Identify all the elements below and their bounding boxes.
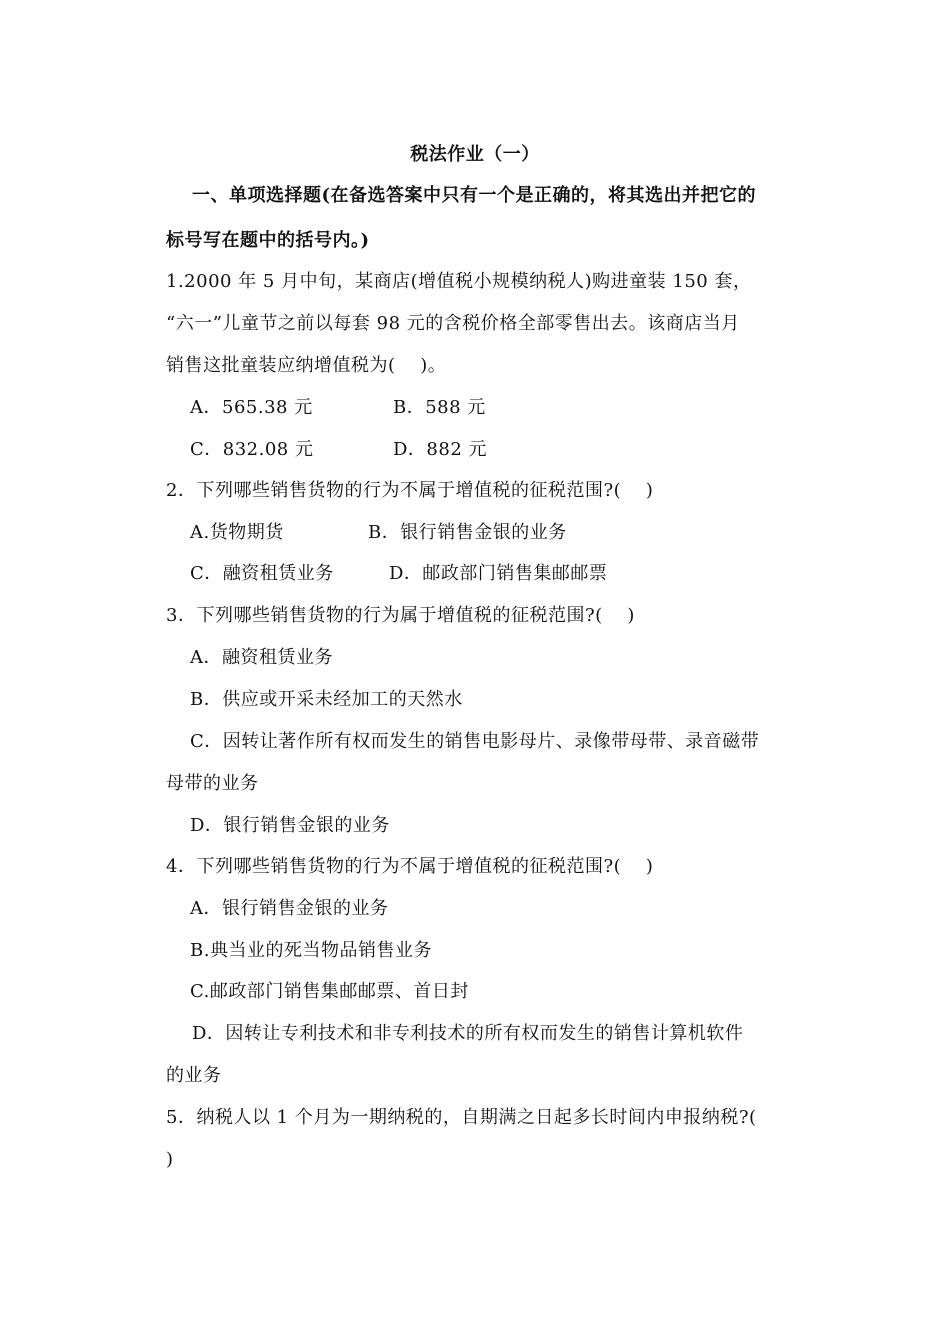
question-4-option-d: D．因转让专利技术和非专利技术的所有权而发生的销售计算机软件 xyxy=(192,1023,744,1044)
question-4-option-c: C.邮政部门销售集邮邮票、首日封 xyxy=(190,981,469,1002)
question-1-line-3: 销售这批童装应纳增值税为( )。 xyxy=(166,355,447,376)
question-4-option-a: A．银行销售金银的业务 xyxy=(190,898,389,919)
question-1-option-d: D．882 元 xyxy=(393,439,488,460)
question-2-option-b: B．银行销售金银的业务 xyxy=(368,522,567,543)
question-5-line-1: 5．纳税人以 1 个月为一期纳税的，自期满之日起多长时间内申报纳税?( xyxy=(166,1107,757,1128)
document-title: 税法作业（一） xyxy=(410,144,540,165)
question-2-option-a: A.货物期货 xyxy=(190,522,284,543)
question-1-line-2: “六一”儿童节之前以每套 98 元的含税价格全部零售出去。该商店当月 xyxy=(166,313,740,334)
question-2-option-c: C．融资租赁业务 xyxy=(190,563,334,584)
question-3-option-a: A．融资租赁业务 xyxy=(190,647,333,668)
question-4-line-1: 4．下列哪些销售货物的行为不属于增值税的征税范围?( ) xyxy=(166,856,654,877)
question-1-option-b: B．588 元 xyxy=(393,397,486,418)
question-2-option-d: D．邮政部门销售集邮邮票 xyxy=(389,563,608,584)
question-5-line-2: ) xyxy=(166,1149,174,1170)
question-3-option-d: D．银行销售金银的业务 xyxy=(190,815,390,836)
section-heading-line-2: 标号写在题中的括号内。) xyxy=(166,230,370,251)
question-1-option-a: A．565.38 元 xyxy=(190,397,313,418)
question-4-option-b: B.典当业的死当物品销售业务 xyxy=(190,940,432,961)
question-1-line-1: 1.2000 年 5 月中旬，某商店(增值税小规模纳税人)购进童装 150 套， xyxy=(166,271,752,292)
question-3-option-c: C．因转让著作所有权而发生的销售电影母片、录像带母带、录音磁带 xyxy=(190,731,760,752)
question-3-line-1: 3．下列哪些销售货物的行为属于增值税的征税范围?( ) xyxy=(166,605,635,626)
question-3-option-b: B．供应或开采未经加工的天然水 xyxy=(190,689,463,710)
question-1-option-c: C．832.08 元 xyxy=(190,439,314,460)
question-2-line-1: 2．下列哪些销售货物的行为不属于增值税的征税范围?( ) xyxy=(166,480,654,501)
question-4-option-d-cont: 的业务 xyxy=(166,1065,222,1086)
section-heading-line-1: 一、单项选择题(在备选答案中只有一个是正确的，将其选出并把它的 xyxy=(192,185,757,206)
question-3-option-c-cont: 母带的业务 xyxy=(166,773,259,794)
